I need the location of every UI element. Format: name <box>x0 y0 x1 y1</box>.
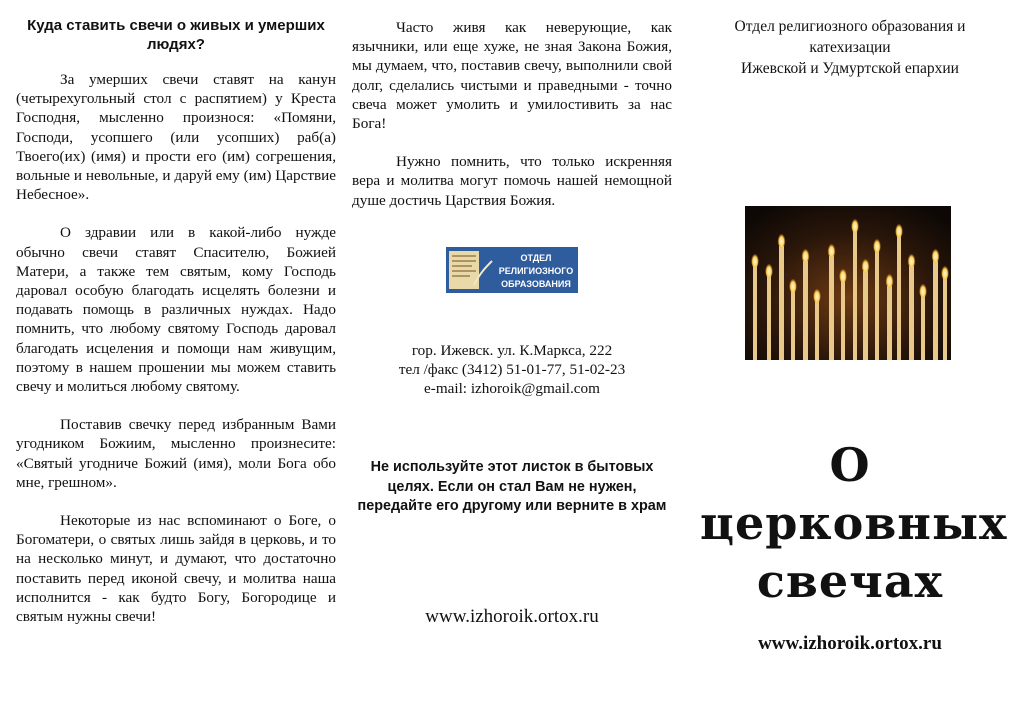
candle-body <box>887 286 892 360</box>
candle-flame <box>908 252 916 268</box>
candle-body <box>753 266 757 360</box>
candle-flame <box>839 267 847 283</box>
department-name <box>700 16 1000 79</box>
candle-body <box>943 278 947 360</box>
paragraph-faith: Нужно помнить, что только искренняя вера и молитва могут помочь нашей немощной душе достичь Царствия Божия. <box>352 153 672 209</box>
candle-flame <box>765 262 773 278</box>
paragraph-unbelievers: Часто живя как неверующие, как язычники, или еще хуже, не зная Закона Божия, мы думаем, что, поставив свечу, выполнили свой долг, сделались чистыми и праведными - точно свеча может умолить и умилостивить за нас Бога! <box>352 19 672 133</box>
candle-body <box>841 281 845 360</box>
candle-flame <box>932 247 940 263</box>
paragraph-dead: За умерших свечи ставят на канун (четырехугольный стол с распятием) у Креста Господня, мысленно произнося: «Помяни, Господи, усопшего (или усопших) раб(а) Твоего(их) (имя) и прости его (им) согрешения, вольные и невольные, и даруй ему (им) Царствие Небесное». <box>16 71 336 204</box>
candle-body <box>791 291 795 360</box>
department-logo <box>446 247 578 293</box>
dept-line-1: Отдел религиозного образования и <box>734 18 966 35</box>
candle-body <box>853 231 857 360</box>
candle-body <box>815 301 819 360</box>
website-link-right[interactable]: www.izhoroik.ortox.ru <box>758 633 942 654</box>
phone: тел /факс (3412) 51-01-77, 51-02-23 <box>398 361 626 378</box>
candle-body <box>863 271 868 360</box>
candle-flame <box>802 247 810 263</box>
logo-line-2: РЕЛИГИОЗНОГО <box>498 266 574 276</box>
candle-body <box>933 261 938 360</box>
candle-flame <box>919 282 927 298</box>
candle-body <box>921 296 925 360</box>
paragraph-remember: Некоторые из нас вспоминают о Боге, о Богоматери, о святых лишь зайдя в церковь, и то на несколько минут, и думают, что достаточно поставить перед иконой свечу, и молитва наша исполнится - как будто Богу, Богородице и святым нужны свечи! <box>16 512 336 626</box>
paragraph-health: О здравии или в какой-либо нужде обычно свечи ставят Спасителю, Божией Матери, а также тем святым, кому Господь даровал особую благодать исцелять болезни и подавать помощь в различных нуждах. Надо помнить, что любому святому Господь даровал благодать исцеления и помощи нам живущим, поэтому в нашем прошении мы можем ставить свечу и молиться любому святому. <box>16 224 336 396</box>
section-heading: Куда ставить свечи о живых и умерших людях? <box>27 17 325 53</box>
dept-line-3: Ижевской и Удмуртской епархии <box>741 60 959 77</box>
logo-line-3: ОБРАЗОВАНИЯ <box>501 279 571 289</box>
candle-body <box>829 256 834 360</box>
candle-flame <box>895 222 903 238</box>
contacts-block <box>352 341 672 398</box>
candle-body <box>875 251 879 360</box>
brochure-title <box>700 436 1008 610</box>
candle-flame <box>751 252 759 268</box>
dept-line-2: катехизации <box>809 39 891 56</box>
left-column <box>16 0 336 645</box>
website-link-middle[interactable]: www.izhoroik.ortox.ru <box>425 606 599 627</box>
candle-flame <box>886 272 894 288</box>
candle-flame <box>873 237 881 253</box>
candle-body <box>779 246 784 360</box>
candle-flame <box>862 257 870 273</box>
paragraph-prayer: Поставив свечку перед избранным Вами угодником Божиим, мысленно произнесите: «Святый угодниче Божий (имя), моли Бога обо мне, грешном». <box>16 416 336 491</box>
candle-body <box>767 276 771 360</box>
candle-flame <box>941 264 949 280</box>
candle-flame <box>778 232 786 248</box>
email[interactable]: e-mail: izhoroik@gmail.com <box>424 380 600 397</box>
usage-warning: Не используйте этот листок в бытовых целях. Если он стал Вам не нужен, передайте его другому или верните в храм <box>357 459 667 514</box>
candle-flame <box>851 217 859 233</box>
title-line-1: О церковных <box>700 438 1008 550</box>
candle-body <box>803 261 808 360</box>
candle-flame <box>828 242 836 258</box>
candle-flame <box>813 287 821 303</box>
candle-body <box>909 266 914 360</box>
logo-line-1: ОТДЕЛ <box>520 253 552 263</box>
candle-body <box>897 236 901 360</box>
candle-flame <box>789 277 797 293</box>
title-line-2: свечах <box>756 554 944 608</box>
address: гор. Ижевск. ул. К.Маркса, 222 <box>411 342 613 359</box>
middle-column <box>352 0 672 229</box>
candles-photo <box>745 206 951 360</box>
